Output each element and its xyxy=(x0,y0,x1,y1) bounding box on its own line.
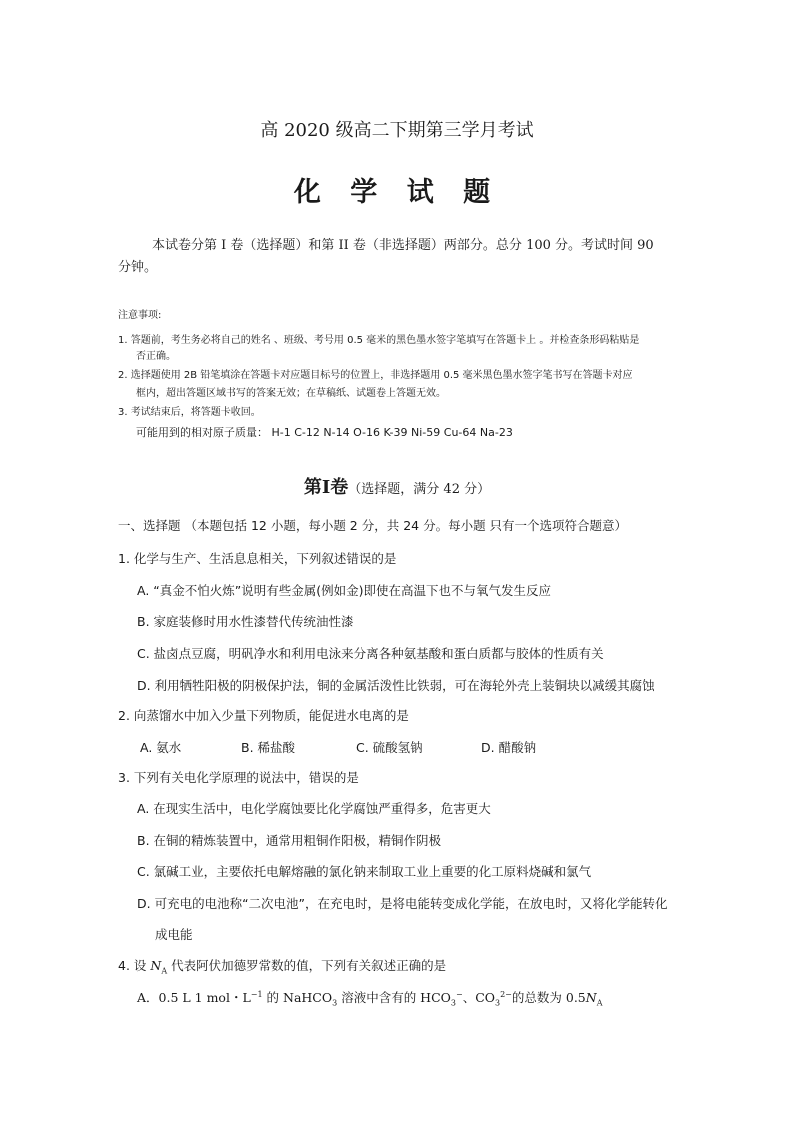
section-1-title: 第Ⅰ卷 xyxy=(303,477,349,498)
q4-stem-pre: 4. 设 xyxy=(118,958,151,973)
note-item-2: 2. 选择题使用 2B 铅笔填涂在答题卡对应题目标号的位置上，非选择题用 0.5 毫米黑色墨水签字笔书写在答题卡对应 xyxy=(118,370,633,381)
section-1-instruction: 一、选择题 （本题包括 12 小题，每小题 2 分，共 24 分。每小题 只有一个选项符合题意） xyxy=(118,518,628,533)
q4-a-sup-1: −1 xyxy=(250,989,263,999)
q2-option-c: C. 硫酸氢钠 xyxy=(356,740,423,755)
q4-stem xyxy=(118,956,446,976)
q4-a-part-3: 溶液中含有的 HCO xyxy=(337,990,451,1005)
q2-stem: 2. 向蒸馏水中加入少量下列物质，能促进水电离的是 xyxy=(118,708,409,723)
intro-line-1: 本试卷分第 I 卷（选择题）和第 II 卷（非选择题）两部分。总分 100 分。考试时间 90 xyxy=(152,238,654,253)
q4-stem-post: 代表阿伏加德罗常数的值，下列有关叙述正确的是 xyxy=(167,958,447,973)
exam-title: 高 2020 级高二下期第三学月考试 xyxy=(260,120,534,141)
q4-a-part-2: 的 NaHCO xyxy=(262,990,333,1005)
q4-a-part-5: 的总数为 0.5 xyxy=(511,990,586,1005)
q4-a-part-4: 、CO xyxy=(462,990,495,1005)
note-item-3: 3. 考试结束后，将答题卡收回。 xyxy=(118,407,261,418)
q4-a-sub-3: 3 xyxy=(495,998,501,1008)
q4-avogadro-sub: A xyxy=(161,966,168,976)
q1-stem: 1. 化学与生产、生活息息相关，下列叙述错误的是 xyxy=(118,551,397,566)
q4-a-sup-2: − xyxy=(455,989,463,999)
q2-option-a: A. 氨水 xyxy=(140,740,182,755)
q4-a-part-1: A．0.5 L 1 mol・L xyxy=(137,990,251,1005)
q1-option-d: D. 利用牺牲阳极的阴极保护法，铜的金属活泼性比铁弱，可在海轮外壳上装铜块以减缓其腐蚀 xyxy=(137,678,655,693)
section-1-subtitle: （选择题，满分 42 分） xyxy=(348,482,491,497)
q3-option-a: A. 在现实生活中，电化学腐蚀要比化学腐蚀严重得多，危害更大 xyxy=(137,801,491,816)
q3-option-c: C. 氯碱工业，主要依托电解熔融的氯化钠来制取工业上重要的化工原料烧碱和氯气 xyxy=(137,864,592,879)
q4-a-avogadro-symbol: N xyxy=(585,990,597,1005)
q1-option-c: C. 盐卤点豆腐，明矾净水和利用电泳来分离各种氨基酸和蛋白质都与胶体的性质有关 xyxy=(137,646,604,661)
intro-line-2: 分钟。 xyxy=(118,260,158,275)
q1-option-b: B. 家庭装修时用水性漆替代传统油性漆 xyxy=(137,614,354,629)
q3-option-d-cont: 成电能 xyxy=(155,927,193,942)
q3-stem: 3. 下列有关电化学原理的说法中，错误的是 xyxy=(118,770,359,785)
q3-option-d: D. 可充电的电池称“二次电池”，在充电时，是将电能转变成化学能，在放电时，又将化学能转化 xyxy=(137,896,668,911)
note-item-1-cont: 否正确。 xyxy=(136,351,176,362)
subject-title: 化 学 试 题 xyxy=(293,177,501,208)
q4-a-sub-2: 3 xyxy=(450,998,456,1008)
note-item-2-cont: 框内，超出答题区域书写的答案无效；在草稿纸、试题卷上答题无效。 xyxy=(136,388,446,399)
q4-a-sub-1: 3 xyxy=(332,998,338,1008)
note-item-1: 1. 答题前，考生务必将自己的姓名 、班级、考号用 0.5 毫米的黑色墨水签字笔填写在答题卡上 。并检查条形码粘贴是 xyxy=(118,335,640,346)
q2-option-b: B. 稀盐酸 xyxy=(241,740,296,755)
q4-a-avogadro-sub: A xyxy=(596,998,603,1008)
q4-a-sup-3: 2− xyxy=(500,989,512,999)
section-1-heading xyxy=(0,473,794,499)
q3-option-b: B. 在铜的精炼装置中，通常用粗铜作阳极，精铜作阴极 xyxy=(137,833,442,848)
q4-avogadro-symbol: N xyxy=(150,958,162,973)
atomic-masses: 可能用到的相对原子质量： H-1 C-12 N-14 O-16 K-39 Ni-59 Cu-64 Na-23 xyxy=(136,426,513,439)
notes-heading: 注意事项: xyxy=(118,310,162,321)
q2-option-d: D. 醋酸钠 xyxy=(481,740,537,755)
q1-option-a: A. “真金不怕火炼”说明有些金属(例如金)即使在高温下也不与氧气发生反应 xyxy=(137,583,551,598)
q4-option-a xyxy=(137,988,602,1008)
